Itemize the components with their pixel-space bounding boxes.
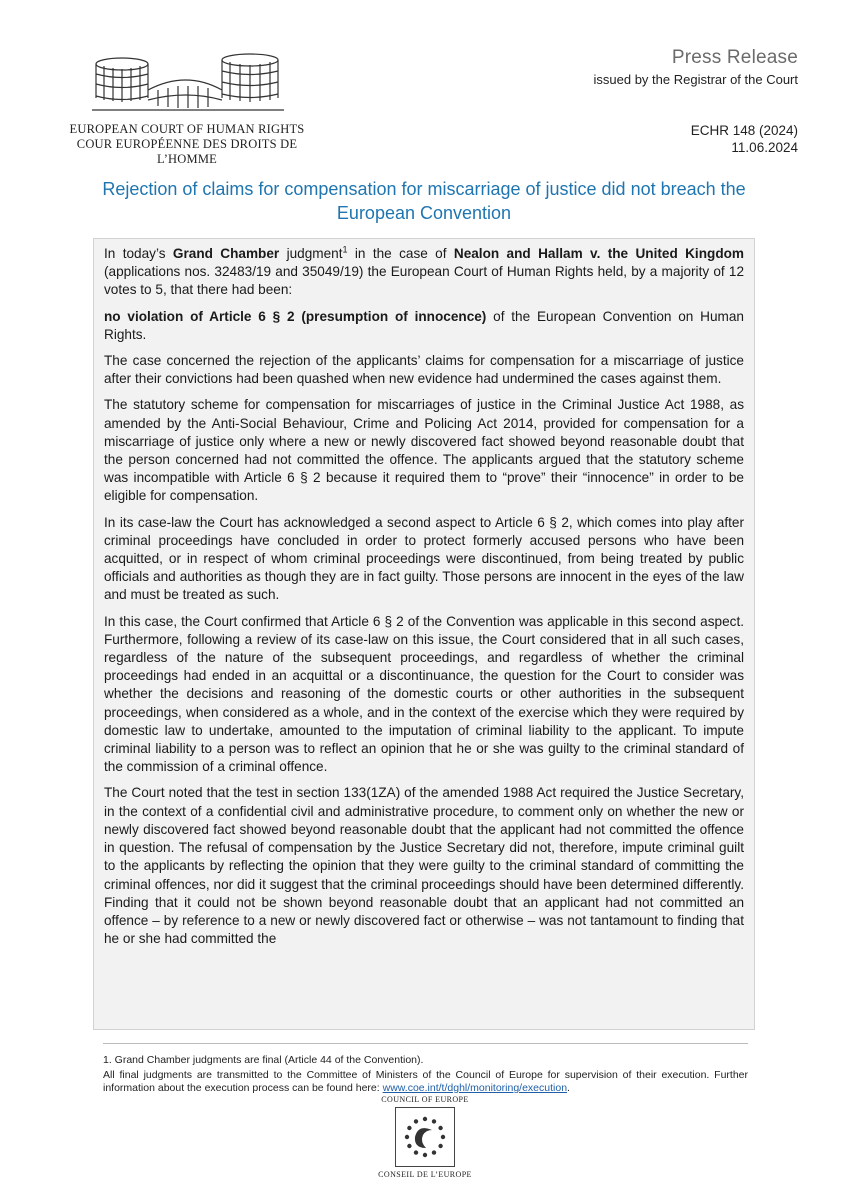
press-subtitle: issued by the Registrar of the Court: [593, 72, 798, 87]
summary-paragraph-6: In this case, the Court confirmed that Article 6 § 2 of the Convention was applicable in this second aspect. Furthermore, following a review of its case-law on this issue, the Court considered that in all such cases, regardless of the nature of the subsequent proceedings, and regardless of whether the criminal proceedings had ended in an acquittal or a discontinuance, the question for the Court to consider was whether the decisions and reasoning of the domestic courts or other authorities in the subsequent proceedings, when considered as a whole, and in the context of the exercise which they were required by domestic law to undertake, amounted to the imputation of criminal liability to the applicant. To impute criminal liability to a person was to reflect an opinion that he or she was guilty to the criminal standard of the commission of a criminal offence.: [104, 613, 744, 775]
summary-paragraph-2: [104, 308, 744, 344]
coe-label-fr: CONSEIL DE L’EUROPE: [378, 1170, 472, 1179]
stars-circle-icon: [396, 1108, 454, 1166]
press-release-header: [594, 47, 799, 87]
court-logo: [52, 50, 322, 166]
footnote-2: [103, 1069, 748, 1095]
summary-paragraph-7: The Court noted that the test in section 133(1ZA) of the amended 1988 Act required the Justice Secretary, in the context of a confidential civil and administrative procedure, to comment only on whether the new or newly discovered fact showed beyond reasonable doubt that the applicant had not committed the offence in question. The refusal of compensation by the Justice Secretary did not, therefore, impute criminal guilt to the applicants by reflecting the opinion that they were guilty to the criminal standard of committing the criminal offences, nor did it suggest that the criminal proceedings should have been determined differently. Finding that it could not be shown beyond reasonable doubt that an applicant had not committed an offence – by reference to a new or newly discovered fact or otherwise – was not tantamount to finding that he or she had committed the: [104, 785, 744, 947]
court-name-fr: COUR EUROPÉENNE DES DROITS DE L’HOMME: [76, 137, 298, 166]
court-name-en: EUROPEAN COURT OF HUMAN RIGHTS: [69, 122, 305, 136]
text-run: judgment: [279, 246, 343, 261]
footnote-ref[interactable]: 1: [342, 244, 348, 255]
bold-run: Grand Chamber: [172, 246, 280, 261]
press-title: Press Release: [671, 47, 798, 68]
court-building-icon: [88, 50, 288, 116]
coe-emblem: [395, 1107, 455, 1167]
text-run: In today’s: [104, 246, 173, 261]
verdict-text: no violation of Article 6 § 2 (presumption of innocence): [104, 308, 487, 324]
headline: Rejection of claims for compensation for miscarriage of justice did not breach the European Convention: [102, 179, 746, 223]
release-date: 11.06.2024: [731, 140, 798, 155]
summary-paragraph-1: [104, 245, 744, 300]
text-run: of the European Convention on Human Rights.: [104, 308, 744, 342]
council-of-europe-logo: [365, 1095, 485, 1179]
execution-link[interactable]: www.coe.int/t/dghl/monitoring/execution: [382, 1082, 568, 1094]
reference-block: [691, 122, 798, 156]
summary-paragraph-5: In its case-law the Court has acknowledged a second aspect to Article 6 § 2, which comes into play after criminal proceedings have concluded in order to protect formerly accused persons who have been acquitted, or in respect of whom criminal proceedings were discontinued, from being treated by public officials and authorities as though they are in fact guilty. Those persons are innocent in the eyes of the law and must be treated as such.: [104, 514, 744, 603]
text-run: in the case of: [347, 246, 454, 261]
case-name: Nealon and Hallam v. the United Kingdom: [453, 246, 745, 261]
footnote-text: .: [567, 1082, 570, 1094]
footnote-1: 1. Grand Chamber judgments are final (Article 44 of the Convention).: [103, 1054, 424, 1066]
reference-number: ECHR 148 (2024): [690, 123, 798, 138]
summary-box: [93, 238, 755, 1030]
footnote-text: All final judgments are transmitted to the Committee of Ministers of the Council of Europe for supervision of their execution. Further information about the execution process can be found here:: [103, 1069, 748, 1094]
footnotes: [103, 1043, 748, 1097]
text-run: (applications nos. 32483/19 and 35049/19) the European Court of Human Rights held, by a majority of 12 votes to 5, that there had been:: [104, 264, 744, 298]
summary-paragraph-3: The case concerned the rejection of the applicants’ claims for compensation for a miscarriage of justice after their convictions had been quashed when new evidence had undermined the cases against them.: [104, 353, 744, 387]
coe-label-en: COUNCIL OF EUROPE: [381, 1095, 469, 1104]
summary-paragraph-4: The statutory scheme for compensation for miscarriages of justice in the Criminal Justice Act 1988, as amended by the Anti-Social Behaviour, Crime and Policing Act 2014, provided for compensation for a miscarriage of justice only where a new or newly discovered fact showed beyond reasonable doubt that the person concerned had not committed the offence. The applicants argued that the statutory scheme was incompatible with Article 6 § 2 because it required them to “prove” their “innocence” in order to be eligible for compensation.: [104, 397, 744, 504]
